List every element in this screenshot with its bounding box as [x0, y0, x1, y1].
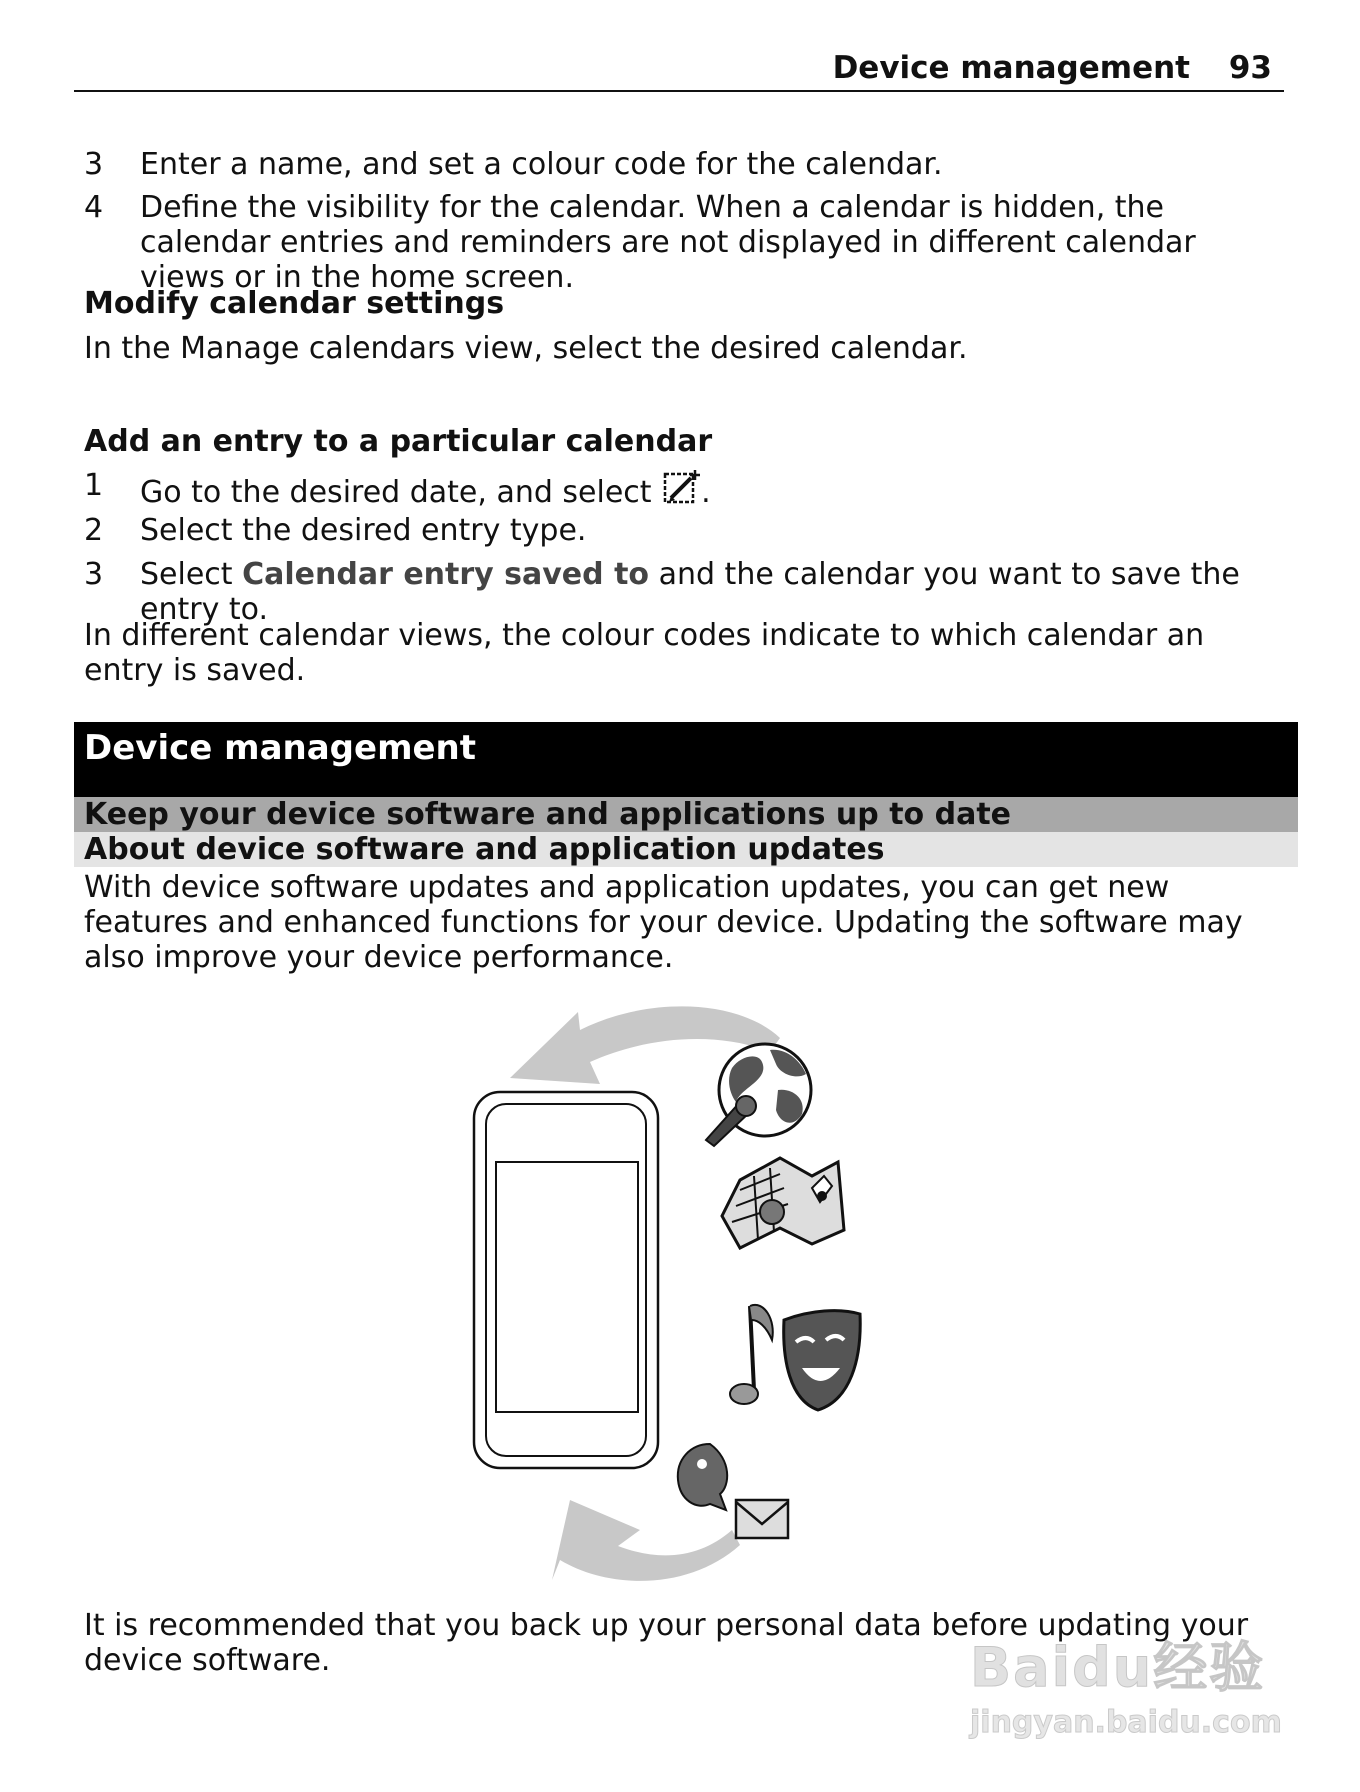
step-pre: Select [140, 557, 233, 592]
step-text-wrap [140, 468, 1280, 516]
step-text-wrap [140, 557, 1280, 627]
music-theater-icon [730, 1305, 860, 1410]
add-entry-note: In different calendar views, the colour codes indicate to which calendar an entry is saved. [84, 618, 1205, 688]
step-number: 3 [84, 557, 104, 592]
phone-device [474, 1092, 658, 1468]
step-post: and the calendar you want to save the entry to. [140, 557, 1240, 627]
subsection-bar [74, 797, 1298, 832]
step-number: 4 [84, 190, 104, 225]
step-text: Enter a name, and set a colour code for the calendar. [140, 147, 943, 182]
page-number: 93 [1228, 50, 1272, 86]
watermark-url: jingyan.baidu.com [970, 1705, 1282, 1740]
ui-term: Calendar entry saved to [242, 557, 650, 592]
step-suffix: . [701, 475, 711, 510]
update-illustration [440, 990, 930, 1610]
step-text: Select the desired entry type. [140, 513, 587, 548]
subsubsection-bar [74, 832, 1298, 867]
section-title: Device management [84, 728, 477, 768]
chat-icon [678, 1444, 727, 1510]
map-icon [722, 1158, 844, 1248]
modify-heading: Modify calendar settings [84, 286, 505, 321]
update-arrow-icon [552, 1500, 740, 1581]
step-number: 2 [84, 513, 104, 548]
watermark-brand: Baidu经验 [970, 1636, 1266, 1699]
modify-text: In the Manage calendars view, select the desired calendar. [84, 331, 968, 366]
mail-icon [736, 1500, 788, 1538]
step-number: 3 [84, 147, 104, 182]
step-number: 1 [84, 468, 104, 503]
subsubsection-title: About device software and application updates [84, 832, 885, 867]
section-bar [74, 722, 1298, 798]
section-intro: With device software updates and application updates, you can get new features and enhanced functions for your device. Updating the software may also improve your device performance. [84, 870, 1243, 975]
closing-text: It is recommended that you back up your personal data before updating your device software. [84, 1608, 1249, 1678]
step-text: Define the visibility for the calendar. When a calendar is hidden, the calendar entries and reminders are not displayed in different calendar views or in the home screen. [140, 190, 1196, 295]
subsection-title: Keep your device software and applications up to date [84, 797, 1012, 832]
running-header-title: Device management [832, 50, 1190, 86]
step-text: Go to the desired date, and select [140, 475, 652, 510]
running-header [74, 46, 1284, 92]
watermark [950, 1585, 1290, 1755]
new-entry-icon [661, 468, 701, 516]
add-entry-heading: Add an entry to a particular calendar [84, 424, 713, 459]
globe-icon [706, 1044, 811, 1146]
